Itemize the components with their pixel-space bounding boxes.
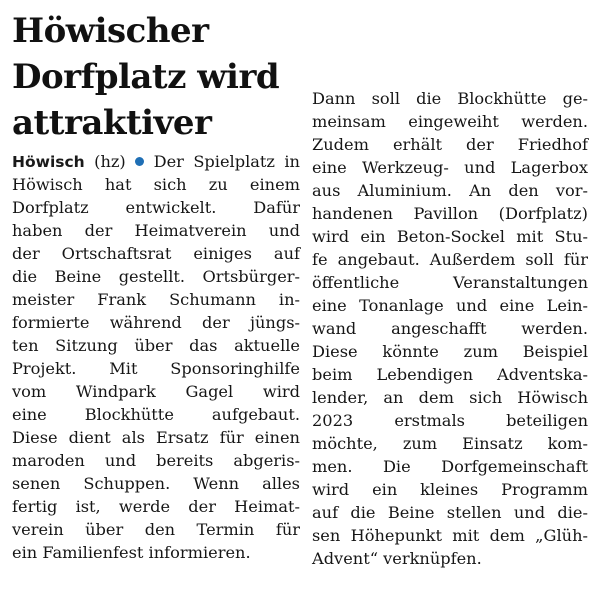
body-line: Dorfplatz entwickelt. Dafür — [12, 198, 300, 217]
headline-line: attraktiver — [12, 103, 212, 143]
body-line: wird ein kleines Programm — [312, 480, 588, 499]
headline-line: Höwischer — [12, 11, 209, 51]
headline-line: Dorfplatz wird — [12, 57, 280, 97]
body-line: die Beine gestellt. Ortsbürger- — [12, 267, 300, 286]
body-line: ten Sitzung über das aktuelle — [12, 336, 300, 355]
body-line: men. Die Dorfgemeinschaft — [312, 457, 588, 476]
body-line: eine Werkzeug- und Lagerbox — [312, 158, 588, 177]
body-line: lender, an dem sich Höwisch — [312, 388, 588, 407]
body-line: formierte während der jüngs- — [12, 313, 300, 332]
right-column — [312, 0, 588, 570]
body-line: Diese dient als Ersatz für einen — [12, 428, 300, 447]
body-line: meinsam eingeweiht werden. — [312, 112, 588, 131]
body-line: auf die Beine stellen und die- — [312, 503, 588, 522]
body-line: aus Aluminium. An den vor- — [312, 181, 588, 200]
body-line: vom Windpark Gagel wird — [12, 382, 300, 401]
dateline-place: Höwisch — [12, 153, 85, 171]
body-line: eine Tonanlage und eine Lein- — [312, 296, 588, 315]
body-line: handenen Pavillon (Dorfplatz) — [312, 204, 588, 223]
body-line: beim Lebendigen Adventska- — [312, 365, 588, 384]
body-line: Advent“ verknüpfen. — [312, 549, 482, 568]
body-line: fertig ist, werde der Heimat- — [12, 497, 300, 516]
headline — [12, 8, 300, 146]
body-line: ein Familienfest informieren. — [12, 543, 251, 562]
left-column — [12, 0, 300, 564]
body-line: wand angeschafft werden. — [312, 319, 588, 338]
body-line: eine Blockhütte aufgebaut. — [12, 405, 300, 424]
body-line: sen Höhepunkt mit dem „Glüh- — [312, 526, 588, 545]
body-line: möchte, zum Einsatz kom- — [312, 434, 588, 453]
body-line: Projekt. Mit Sponsoringhilfe — [12, 359, 300, 378]
body-line: haben der Heimatverein und — [12, 221, 300, 240]
article-body-left — [12, 150, 300, 564]
body-line: senen Schuppen. Wenn alles — [12, 474, 300, 493]
body-line: Diese könnte zum Beispiel — [312, 342, 588, 361]
body-line: verein über den Termin für — [12, 520, 300, 539]
body-line: fe angebaut. Außerdem soll für — [312, 250, 588, 269]
body-line: Höwisch hat sich zu einem — [12, 175, 300, 194]
body-line: 2023 erstmals beteiligen — [312, 411, 588, 430]
body-line: Der Spielplatz in — [153, 152, 300, 171]
body-line: meister Frank Schumann in- — [12, 290, 300, 309]
body-line: Zudem erhält der Friedhof — [312, 135, 588, 154]
body-line: maroden und bereits abgeris- — [12, 451, 300, 470]
body-line: wird ein Beton-Sockel mit Stu- — [312, 227, 588, 246]
body-line: öffentliche Veranstaltungen — [312, 273, 588, 292]
body-line: der Ortschaftsrat einiges auf — [12, 244, 300, 263]
body-line-first — [12, 150, 300, 173]
bullet-icon — [135, 157, 144, 166]
body-line: Dann soll die Blockhütte ge- — [312, 89, 588, 108]
article-body-right — [312, 87, 588, 570]
author-tag: (hz) — [94, 152, 126, 171]
